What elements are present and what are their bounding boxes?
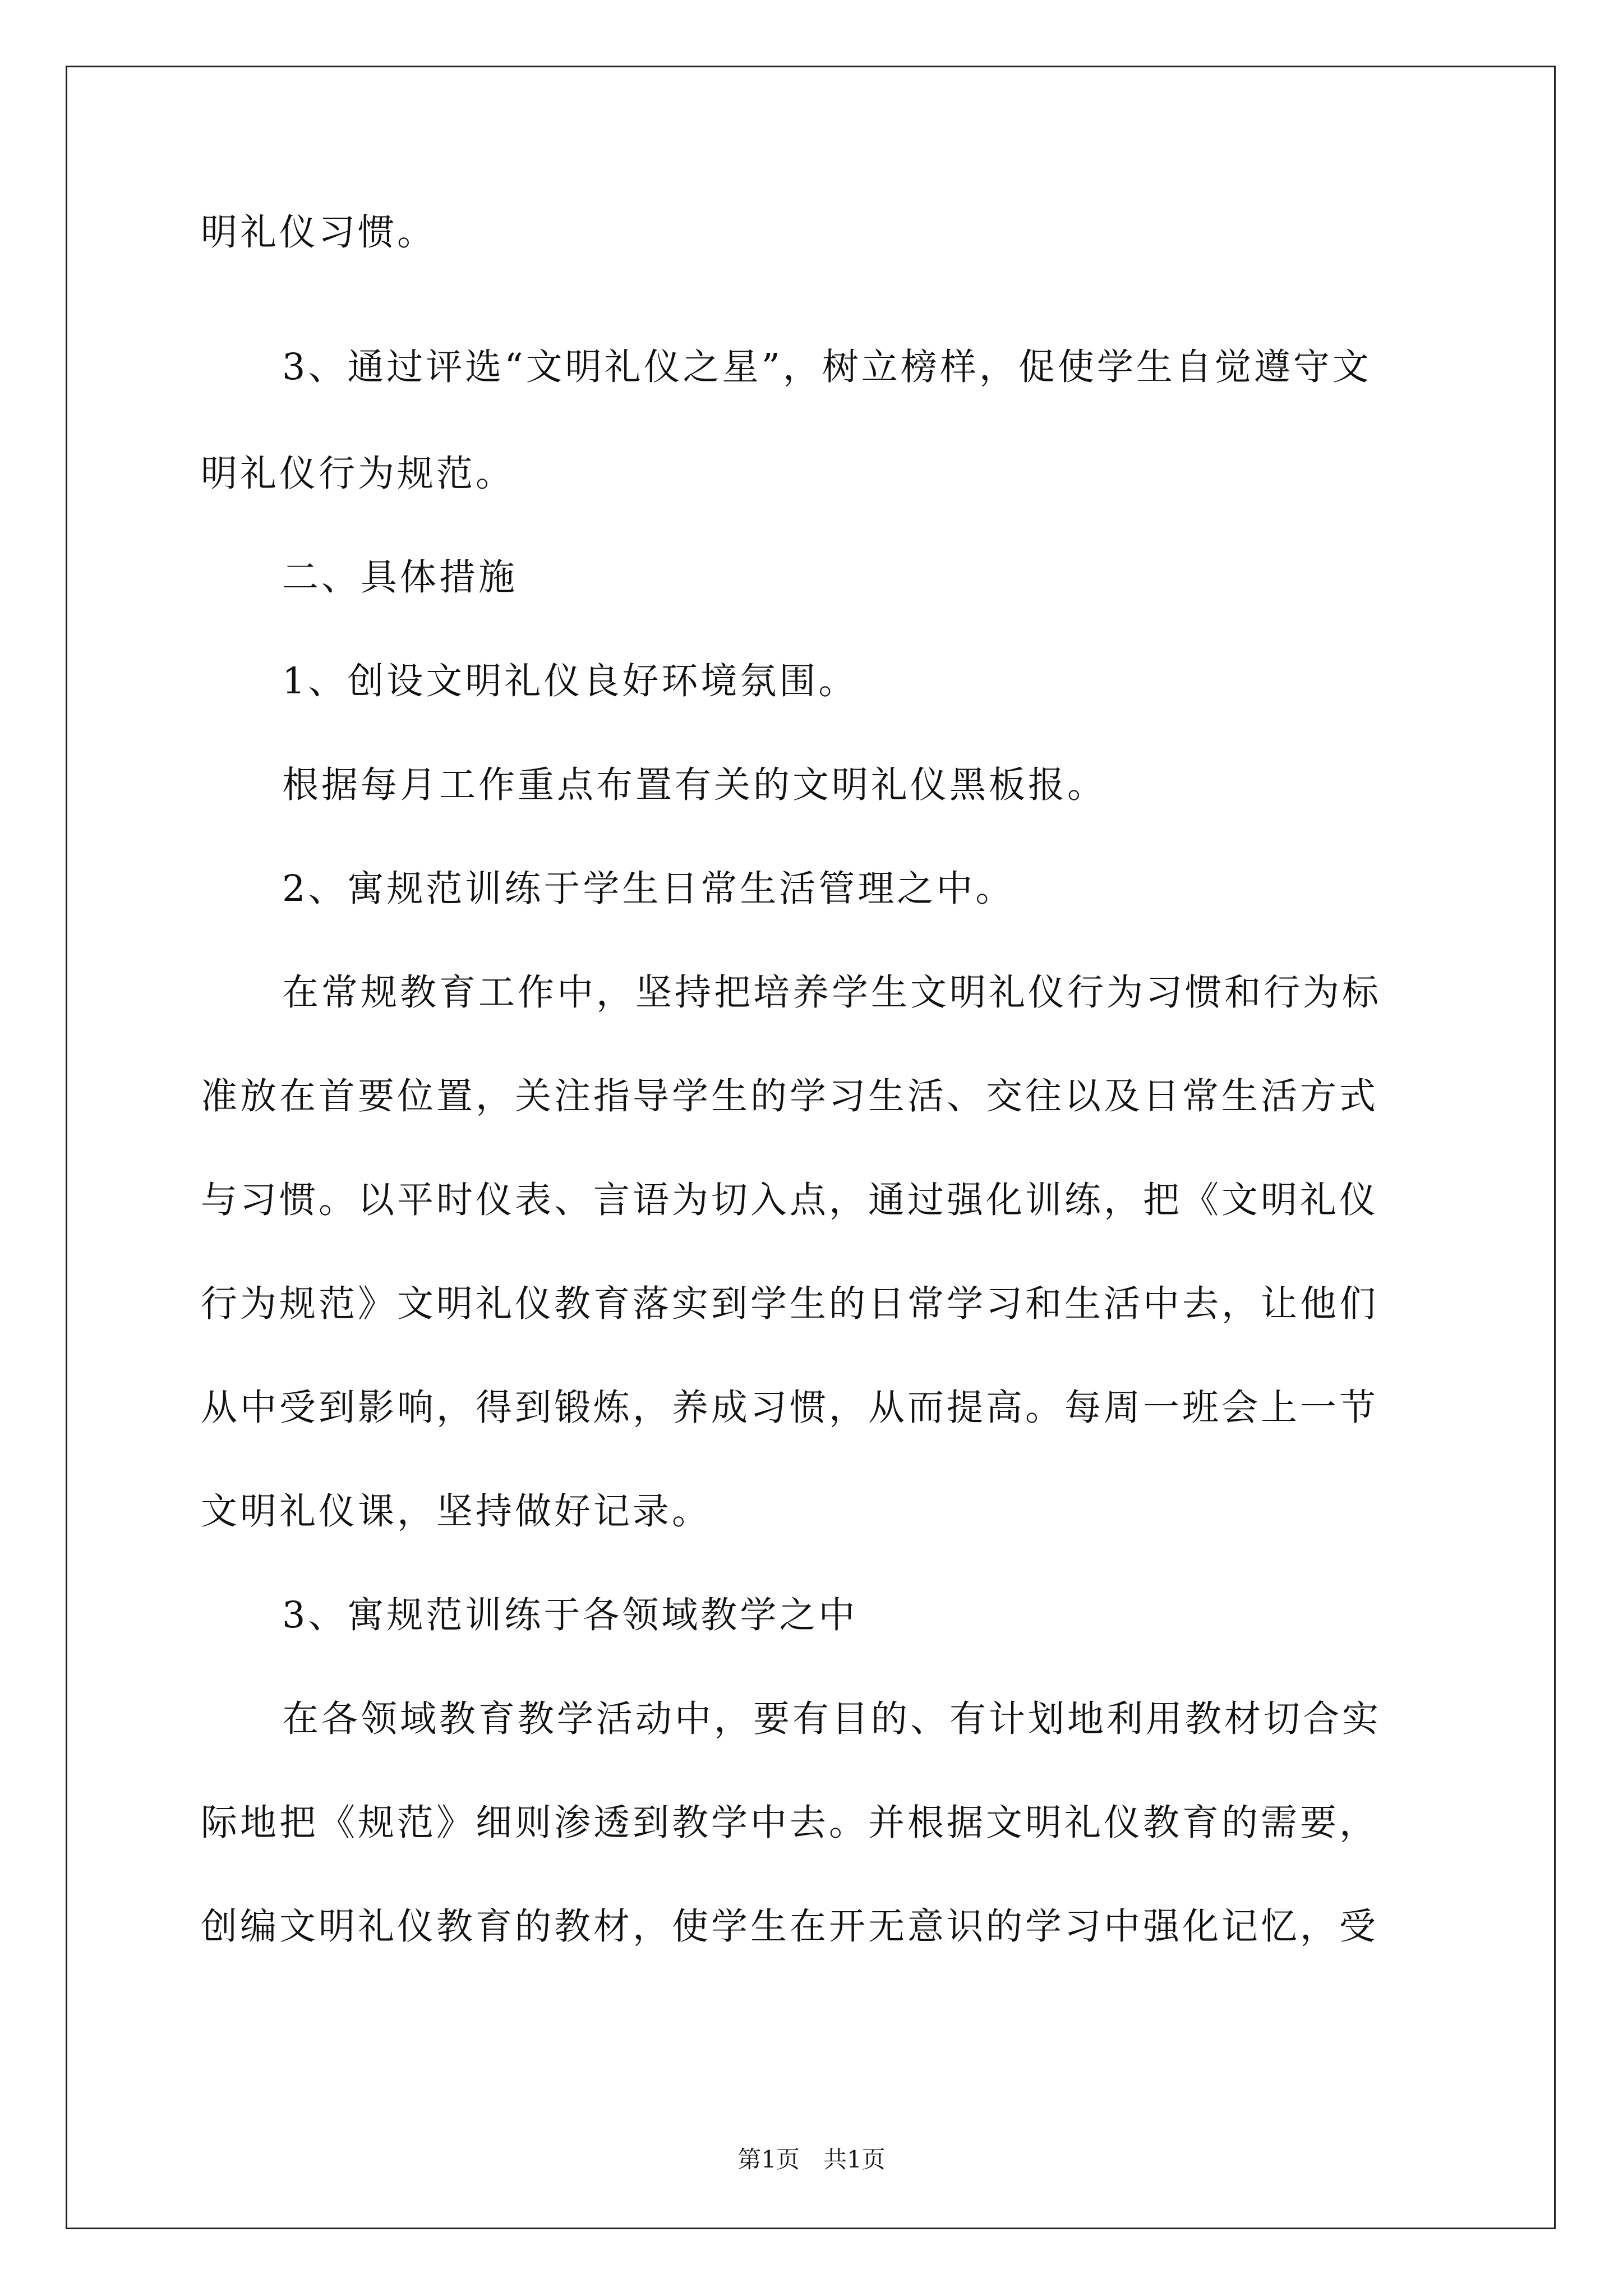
page-footer: 第1页 共1页 [737,2146,886,2173]
text-line: 在常规教育工作中，坚持把培养学生文明礼仪行为习惯和行为标 [282,972,1382,1014]
text-line: 1、创设文明礼仪良好环境氛围。 [282,660,858,702]
text-line: 行为规范》文明礼仪教育落实到学生的日常学习和生活中去，让他们 [201,1283,1379,1325]
text-line: 2、寓规范训练于学生日常生活管理之中。 [282,868,1015,910]
text-line: 明礼仪习惯。 [201,211,437,254]
text-line: 与习惯。以平时仪表、言语为切入点，通过强化训练，把《文明礼仪 [201,1179,1379,1221]
text-line: 文明礼仪课，坚持做好记录。 [201,1490,712,1533]
text-line: 在各领域教育教学活动中，要有目的、有计划地利用教材切合实 [282,1698,1382,1740]
text-line: 际地把《规范》细则渗透到教学中去。并根据文明礼仪教育的需要， [201,1802,1379,1844]
text-line: 创编文明礼仪教育的教材，使学生在开无意识的学习中强化记忆，受 [201,1906,1379,1948]
text-line: 3、寓规范训练于各领域教学之中 [282,1594,858,1636]
text-line: 从中受到影响，得到锻炼，养成习惯，从而提高。每周一班会上一节 [201,1387,1379,1429]
text-line: 3、通过评选“文明礼仪之星”，树立榜样，促使学生自觉遵守文 [282,346,1372,388]
text-line: 准放在首要位置，关注指导学生的学习生活、交往以及日常生活方式 [201,1075,1379,1117]
section-heading: 二、具体措施 [282,556,518,599]
text-line: 根据每月工作重点布置有关的文明礼仪黑板报。 [282,764,1107,806]
text-line: 明礼仪行为规范。 [201,453,515,495]
